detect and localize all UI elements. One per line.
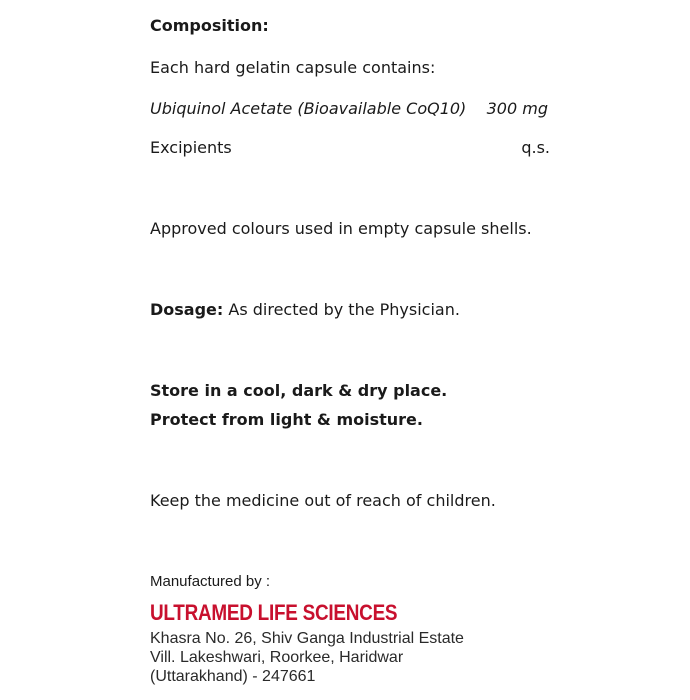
protection-instruction: Protect from light & moisture. (150, 410, 423, 429)
dosage-text: As directed by the Physician. (223, 300, 460, 319)
children-warning: Keep the medicine out of reach of children. (150, 491, 496, 510)
manufactured-by-label: Manufactured by : (150, 573, 271, 590)
manufacturer-address-line: Vill. Lakeshwari, Roorkee, Haridwar (150, 649, 404, 666)
dosage-line (150, 300, 460, 320)
excipients-name: Excipients (150, 138, 232, 157)
excipients-quantity: q.s. (521, 138, 550, 157)
capsule-contents-intro: Each hard gelatin capsule contains: (150, 58, 436, 77)
dosage-label: Dosage: (150, 300, 224, 319)
ingredient-name: Ubiquinol Acetate (Bioavailable CoQ10) (150, 99, 467, 118)
manufacturer-address-line: Khasra No. 26, Shiv Ganga Industrial Estate (150, 630, 464, 647)
capsule-colours-note: Approved colours used in empty capsule shells. (150, 219, 532, 238)
composition-heading: Composition: (150, 16, 269, 35)
storage-instruction: Store in a cool, dark & dry place. (150, 381, 448, 400)
ingredient-quantity: 300 mg (486, 99, 548, 118)
manufacturer-name: ULTRAMED LIFE SCIENCES (150, 600, 398, 625)
manufacturer-address-line: (Uttarakhand) - 247661 (150, 668, 316, 685)
